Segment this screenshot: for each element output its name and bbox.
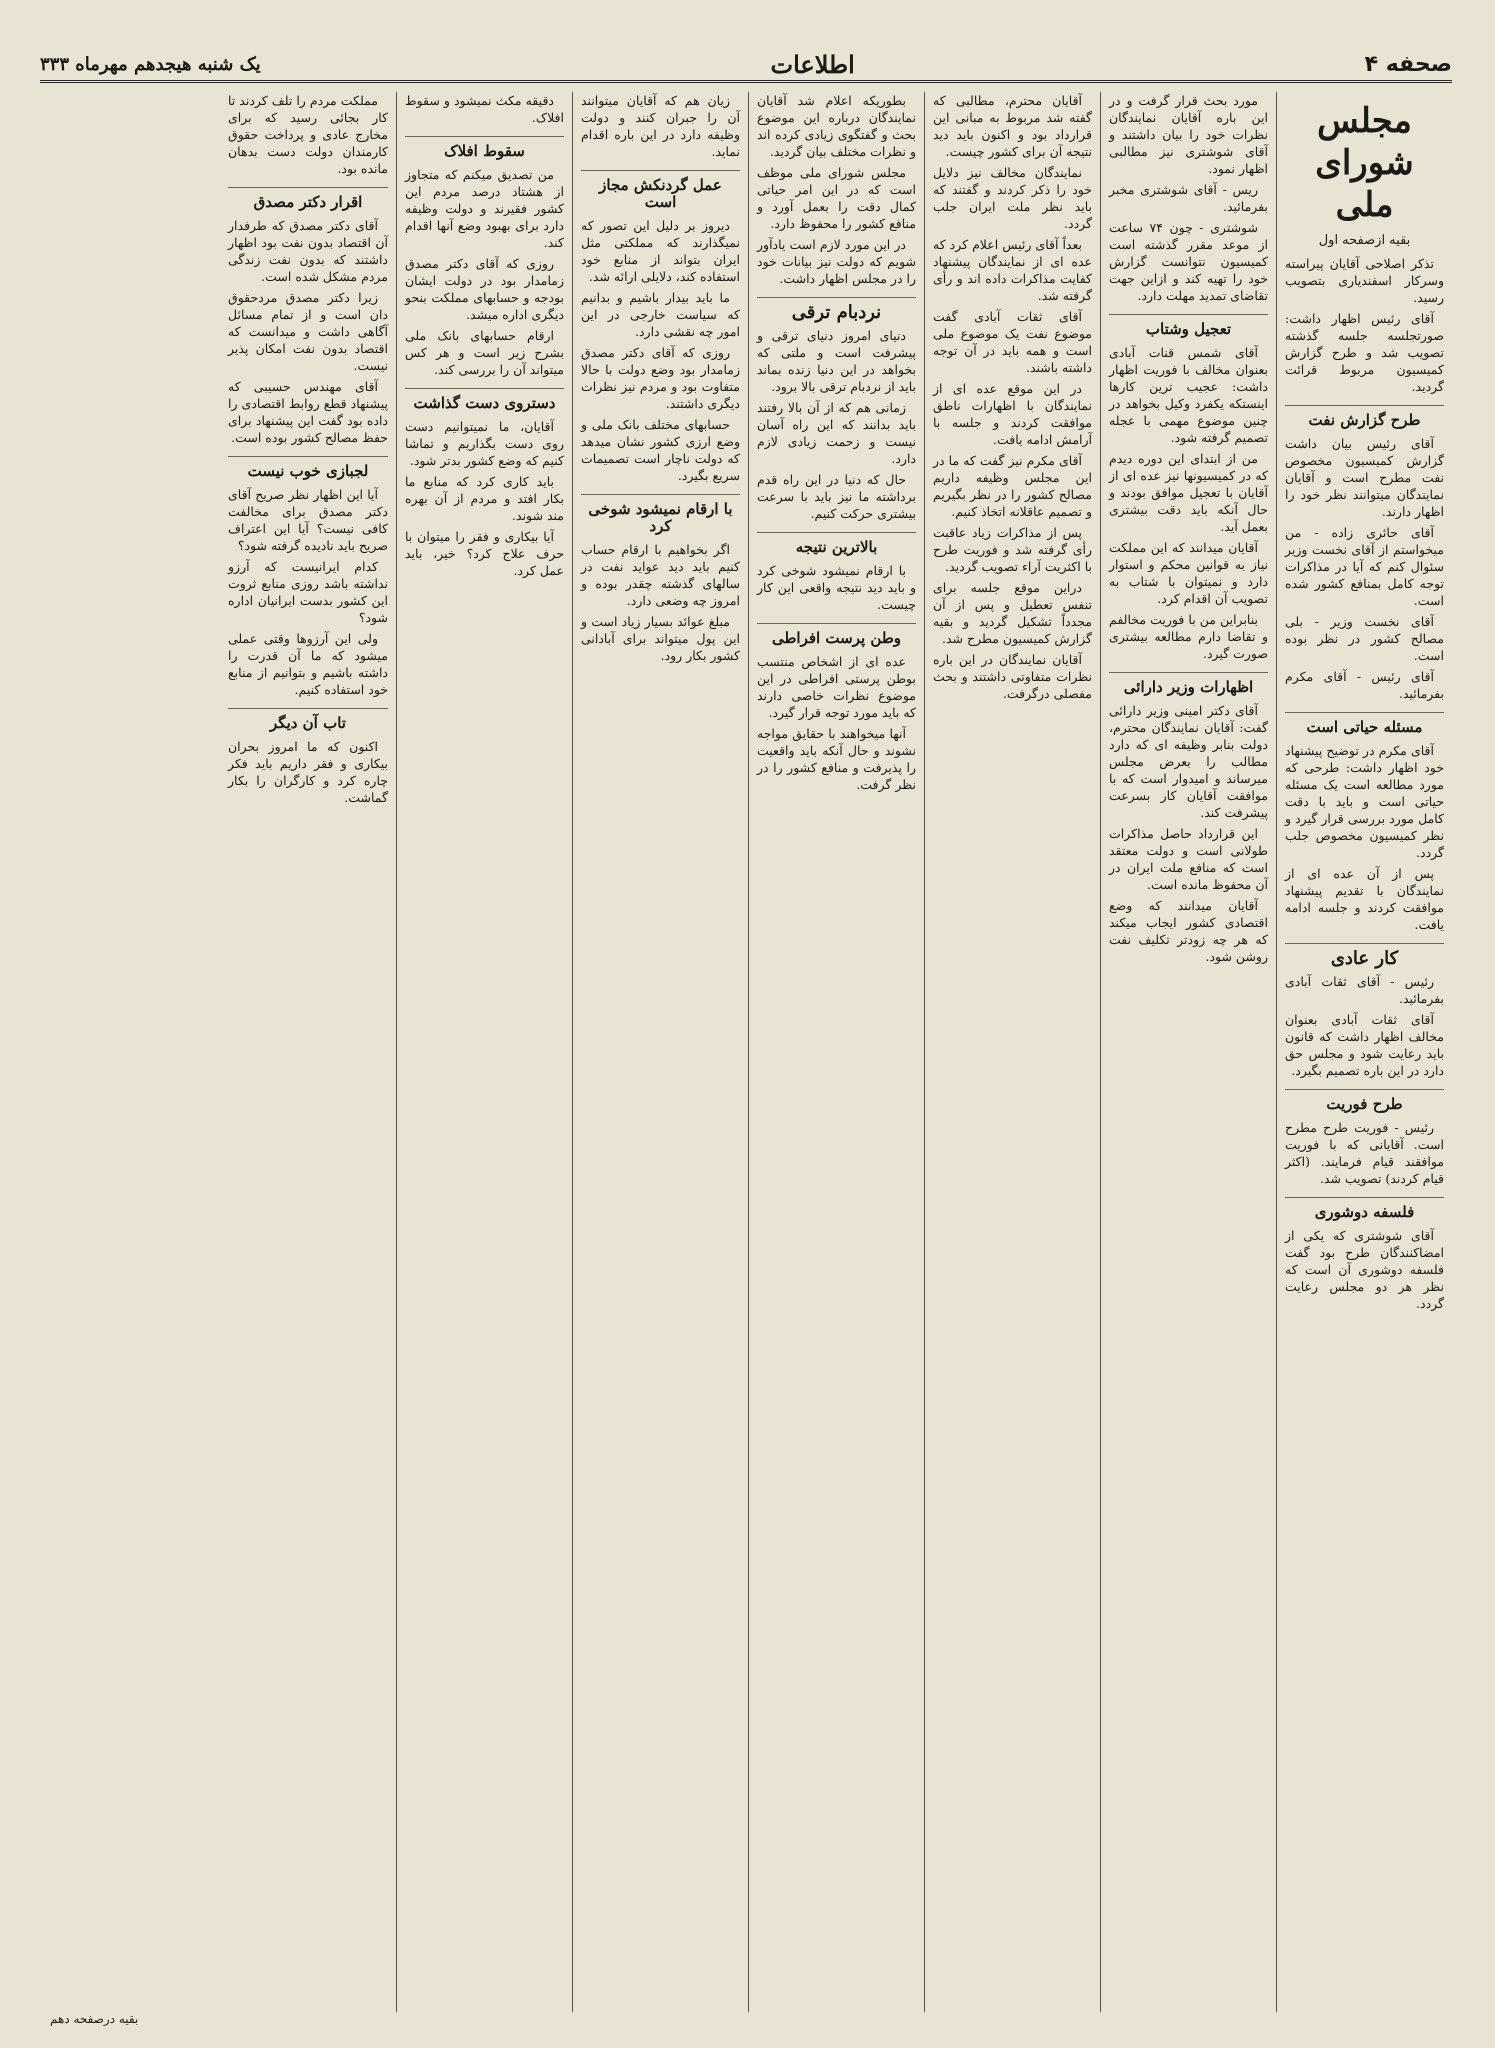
column-3: [924, 92, 1100, 2012]
column-5: [572, 92, 748, 2012]
section-heading: با ارقام نمیشود شوخی کرد: [581, 494, 740, 535]
paragraph: آقای دکتر مصدق که طرفدار آن اقتصاد بدون نفت بود اظهار داشتند که بدون نفت زندگی مردم مشکل شده است.: [228, 218, 388, 284]
paragraph: آقای دکتر امینی وزیر دارائی گفت: آقایان نمایندگان محترم، دولت بنابر وظیفه ای که دارد مطالب را بعرض مجلس میرساند و امیدوار است که با موافقت آقایان کار بسرعت پیشرفت کند.: [1109, 703, 1268, 820]
paragraph: ما باید بیدار باشیم و بدانیم که سیاست خارجی در این امور چه نقشی دارد.: [581, 290, 740, 339]
paragraph: آقای ثقات آبادی بعنوان مخالف اظهار داشت که قانون باید رعایت شود و مجلس حق دارد در این باره تصمیم بگیرد.: [1285, 1012, 1444, 1078]
paragraph: من تصدیق میکنم که متجاوز از هشتاد درصد مردم این کشور فقیرند و دولت وظیفه دارد برای بهبود وضع آنها اقدام کند.: [405, 167, 564, 250]
issue-date: یک شنبه هیجدهم مهرماه ۳۳۳: [40, 53, 261, 75]
section-heading: اظهارات وزیر دارائی: [1109, 672, 1268, 696]
paragraph: نمایندگان مخالف نیز دلایل خود را ذکر کردند و گفتند که باید نظر ملت ایران جلب گردد.: [933, 165, 1092, 231]
column-4: [748, 92, 924, 2012]
paragraph: زیرا دکتر مصدق مردحقوق دان است و از تمام مسائل آگاهی داشت و میدانست که اقتصاد بدون نفت امکان پذیر نیست.: [228, 290, 388, 373]
paragraph: آقای حائری زاده - من میخواستم از آقای نخست وزیر سئوال کنم که آیا در مذاکرات توجه کامل بمنافع کشور شده است.: [1285, 525, 1444, 608]
newspaper-name: اطلاعات: [770, 49, 855, 79]
paragraph: ریس - آقای شوشتری مخبر بفرمائید.: [1109, 182, 1268, 214]
section-heading: تاب آن دیگر: [228, 708, 388, 732]
paragraph: آقایان میدانند که وضع اقتصادی کشور ایجاب میکند که هر چه زودتر تکلیف نفت روشن شود.: [1109, 898, 1268, 964]
section-heading: مسئله حیاتی است: [1285, 712, 1444, 736]
section-heading: بالاترین نتیجه: [757, 532, 916, 556]
paragraph: حال که دنیا در این راه قدم برداشته ما نیز باید با سرعت بیشتری حرکت کنیم.: [757, 472, 916, 521]
section-heading: نردبام ترقی: [757, 297, 916, 321]
paragraph: آقای شمس قنات آبادی بعنوان مخالف با فوریت اظهار داشت: عجیب ترین کارها اینستکه یکفرد وکیل بخواهد در چنین موضوع مهمی با عجله تصمیم گرفته شود.: [1109, 345, 1268, 445]
paragraph: دقیقه مکث نمیشود و سقوط افلاک.: [405, 93, 564, 125]
column-7: [220, 92, 396, 2012]
paragraph: در این موقع عده ای از نمایندگان با اظهارات ناطق موافقت کردند و جلسه با آرامش ادامه یافت.: [933, 381, 1092, 447]
paragraph: باید کاری کرد که منابع ما بکار افتد و مردم از آن بهره مند شوند.: [405, 474, 564, 523]
paragraph: آیا بیکاری و فقر را میتوان با حرف علاج کرد؟ خیر، باید عمل کرد.: [405, 529, 564, 578]
section-heading: لجبازی خوب نیست: [228, 456, 388, 480]
section-heading: سقوط افلاک: [405, 136, 564, 160]
paragraph: آقایان میدانند که این مملکت نیاز به قوانین محکم و استوار دارد و نمیتوان با شتاب به تصویب آن اقدام کرد.: [1109, 540, 1268, 606]
paragraph: ولی این آرزوها وقتی عملی میشود که ما آن قدرت را داشته باشیم و بتوانیم از منابع خود استفاده کنیم.: [228, 631, 388, 697]
paragraph: آقای مهندس حسیبی که پیشنهاد قطع روابط اقتصادی را داده بود گفت این پیشنهاد برای حفظ مصالح کشور بوده است.: [228, 379, 388, 445]
paragraph: بنابراین من با فوریت مخالفم و تقاضا دارم مطالعه بیشتری صورت گیرد.: [1109, 612, 1268, 661]
paragraph: با ارقام نمیشود شوخی کرد و باید دید نتیجه واقعی این کار چیست.: [757, 563, 916, 612]
column-2: [1100, 92, 1276, 2012]
continuation-note: بقیه ازصفحه اول: [1318, 233, 1411, 248]
paragraph: آقای رئیس - آقای مکرم بفرمائید.: [1285, 669, 1444, 701]
paragraph: پس از آن عده ای از نمایندگان با تقدیم پیشنهاد موافقت کردند و جلسه ادامه یافت.: [1285, 866, 1444, 932]
paragraph: آقای رئیس اظهار داشت: صورتجلسه جلسه گذشته تصویب شد و طرح گزارش کمیسیون مربوط قرائت گردید.: [1285, 311, 1444, 394]
paragraph: شوشتری - چون ۷۴ ساعت از موعد مقرر گذشته است کمیسیون نتوانست گزارش خود را تهیه کند و ازاین جهت تقاضای تمدید مهلت دارد.: [1109, 220, 1268, 303]
paragraph: زیان هم که آقایان میتوانند آن را جبران کنند و دولت وظیفه دارد در این باره اقدام نماید.: [581, 93, 740, 159]
paragraph: آقای شوشتری که یکی از امضاکنندگان طرح بود گفت فلسفه دوشوری آن است که نظر هر دو مجلس رعایت گردد.: [1285, 1228, 1444, 1311]
section-heading: عمل گردنکش مجاز است: [581, 170, 740, 211]
paragraph: آقایان محترم، مطالبی که گفته شد مربوط به مبانی این قرارداد بود و اکنون باید دید نتیجه آن برای کشور چیست.: [933, 93, 1092, 159]
paragraph: مجلس شورای ملی موظف است که در این امر حیاتی کمال دقت را بعمل آورد و منافع کشور را محفوظ دارد.: [757, 165, 916, 231]
paragraph: پس از مذاکرات زیاد عاقبت رأی گرفته شد و فوریت طرح با اکثریت آراء تصویب گردید.: [933, 525, 1092, 574]
section-heading: وطن پرست افراطی: [757, 623, 916, 647]
article-columns: [40, 92, 1452, 2012]
section-heading: طرح گزارش نفت: [1285, 405, 1444, 429]
paragraph: عده ای از اشخاص منتسب بوطن پرستی افراطی در این موضوع نظرات خاصی دارند که باید مورد توجه قرار گیرد.: [757, 654, 916, 720]
paragraph: آقایان، ما نمیتوانیم دست روی دست بگذاریم و تماشا کنیم که وضع کشور بدتر شود.: [405, 419, 564, 468]
paragraph: آقای رئیس بیان داشت گزارش کمیسیون مخصوص نفت مطرح است و آقایان نمایندگان میتوانند نظر خود را اظهار دارند.: [1285, 436, 1444, 519]
paragraph: این قرارداد حاصل مذاکرات طولانی است و دولت معتقد است که منافع ملت ایران در آن محفوظ مانده است.: [1109, 826, 1268, 892]
paragraph: مبلغ عوائد بسیار زیاد است و این پول میتواند برای آبادانی کشور بکار رود.: [581, 614, 740, 663]
section-heading: کار عادی: [1285, 943, 1444, 967]
paragraph: تذکر اصلاحی آقایان پیراسته وسرکار اسفندیاری بتصویب رسید.: [1285, 256, 1444, 305]
section-heading: دستروی دست گذاشت: [405, 388, 564, 412]
continuation-footer: بقیه درصفحه دهم: [50, 2012, 139, 2026]
section-heading: فلسفه دوشوری: [1285, 1197, 1444, 1221]
paragraph: بعداً آقای رئیس اعلام کرد که عده ای از نمایندگان پیشنهاد کفایت مذاکرات داده اند و رأی گرفته شد.: [933, 237, 1092, 303]
paragraph: حسابهای مختلف بانک ملی و وضع ارزی کشور نشان میدهد که دولت ناچار است تصمیمات سریع بگیرد.: [581, 417, 740, 483]
paragraph: روزی که آقای دکتر مصدق زمامدار بود وضع دولت با حالا متفاوت بود و مردم نیز نظرات دیگری داشتند.: [581, 345, 740, 411]
paragraph: مملکت مردم را تلف کردند تا کار بجائی رسید که برای مخارج عادی و پرداخت حقوق کارمندان دولت دست بدهان مانده بود.: [228, 93, 388, 176]
paragraph: مورد بحث قرار گرفت و در این باره آقایان نمایندگان نظرات خود را بیان داشتند و آقای شوشتری نیز مطالبی اظهار نمود.: [1109, 93, 1268, 176]
section-heading: تعجیل وشتاب: [1109, 314, 1268, 338]
paragraph: آنها میخواهند با حقایق مواجه نشوند و حال آنکه باید واقعیت را پذیرفت و منافع کشور را در نظر گرفت.: [757, 726, 916, 792]
paragraph: آقای مکرم در توضیح پیشنهاد خود اظهار داشت: طرحی که مورد مطالعه است یک مسئله حیاتی است و باید با دقت کامل مورد بررسی قرار گیرد و نظر کمیسیون مخصوص جلب گردد.: [1285, 743, 1444, 860]
paragraph: رئیس - آقای ثقات آبادی بفرمائید.: [1285, 974, 1444, 1006]
paragraph: آقای مکرم نیز گفت که ما در این مجلس وظیفه داریم مصالح کشور را در نظر بگیریم و تصمیم عاقلانه اتخاذ کنیم.: [933, 453, 1092, 519]
paragraph: دراین موقع جلسه برای تنفس تعطیل و پس از آن مجدداً تشکیل گردید و بقیه گزارش کمیسیون مطرح شد.: [933, 580, 1092, 646]
section-heading: طرح فوریت: [1285, 1089, 1444, 1113]
page-number: صحفه ۴: [1364, 51, 1452, 77]
paragraph: در این مورد لازم است یادآور شویم که دولت نیز بیانات خود را در مجلس اظهار داشت.: [757, 237, 916, 286]
paragraph: روزی که آقای دکتر مصدق زمامدار بود در دولت ایشان بودجه و حسابهای مملکت بنحو دیگری اداره میشد.: [405, 256, 564, 322]
section-heading: اقرار دکتر مصدق: [228, 187, 388, 211]
paragraph: کدام ایرانیست که آرزو نداشته باشد روزی منابع ثروت این کشور بدست ایرانیان اداره شود؟: [228, 559, 388, 625]
paragraph: دنیای امروز دنیای ترقی و پیشرفت است و ملتی که بخواهد در این دنیا زنده بماند باید از نردبام ترقی بالا برود.: [757, 328, 916, 394]
paragraph: آیا این اظهار نظر صریح آقای دکتر مصدق برای مخالفت کافی نیست؟ آیا این اعتراف صریح باید نادیده گرفته شود؟: [228, 487, 388, 553]
article-headline: مجلس شورای ملی: [1315, 101, 1414, 225]
column-1: [1276, 92, 1452, 2012]
paragraph: رئیس - فوریت طرح مطرح است. آقایانی که با فوریت موافقند قیام فرمایند. (اکثر قیام کردند) تصویب شد.: [1285, 1120, 1444, 1186]
paragraph: اگر بخواهیم با ارقام حساب کنیم باید دید عواید نفت در سالهای گذشته چقدر بوده و امروز چه وضعی دارد.: [581, 542, 740, 608]
paragraph: ارقام حسابهای بانک ملی بشرح زیر است و هر کس میتواند آن را بررسی کند.: [405, 328, 564, 377]
paragraph: آقایان نمایندگان در این باره نظرات متفاوتی داشتند و بحث مفصلی درگرفت.: [933, 652, 1092, 701]
paragraph: بطوریکه اعلام شد آقایان نمایندگان درباره این موضوع بحث و گفتگوی زیادی کرده اند و نظرات مختلف بیان گردید.: [757, 93, 916, 159]
paragraph: اکنون که ما امروز بحران بیکاری و فقر داریم باید فکر چاره کرد و کارگران را بکار گماشت.: [228, 739, 388, 805]
paragraph: زمانی هم که از آن بالا رفتند باید بدانند که این راه آسان نیست و زحمت زیادی لازم دارد.: [757, 400, 916, 466]
page-header: [40, 48, 1452, 83]
paragraph: من از ابتدای این دوره دیدم که در کمیسیونها نیز عده ای از آقایان با تعجیل موافق بودند و حال آنکه باید دقت بیشتری بعمل آید.: [1109, 451, 1268, 534]
paragraph: دیروز بر دلیل این تصور که نمیگذارند که مملکتی مثل ایران بتواند از منابع خود استفاده کند، دلایلی ارائه شد.: [581, 218, 740, 284]
paragraph: آقای ثقات آبادی گفت موضوع نفت یک موضوع ملی است و همه باید در آن توجه داشته باشند.: [933, 309, 1092, 375]
paragraph: آقای نخست وزیر - بلی مصالح کشور در نظر بوده است.: [1285, 614, 1444, 663]
column-6: [396, 92, 572, 2012]
